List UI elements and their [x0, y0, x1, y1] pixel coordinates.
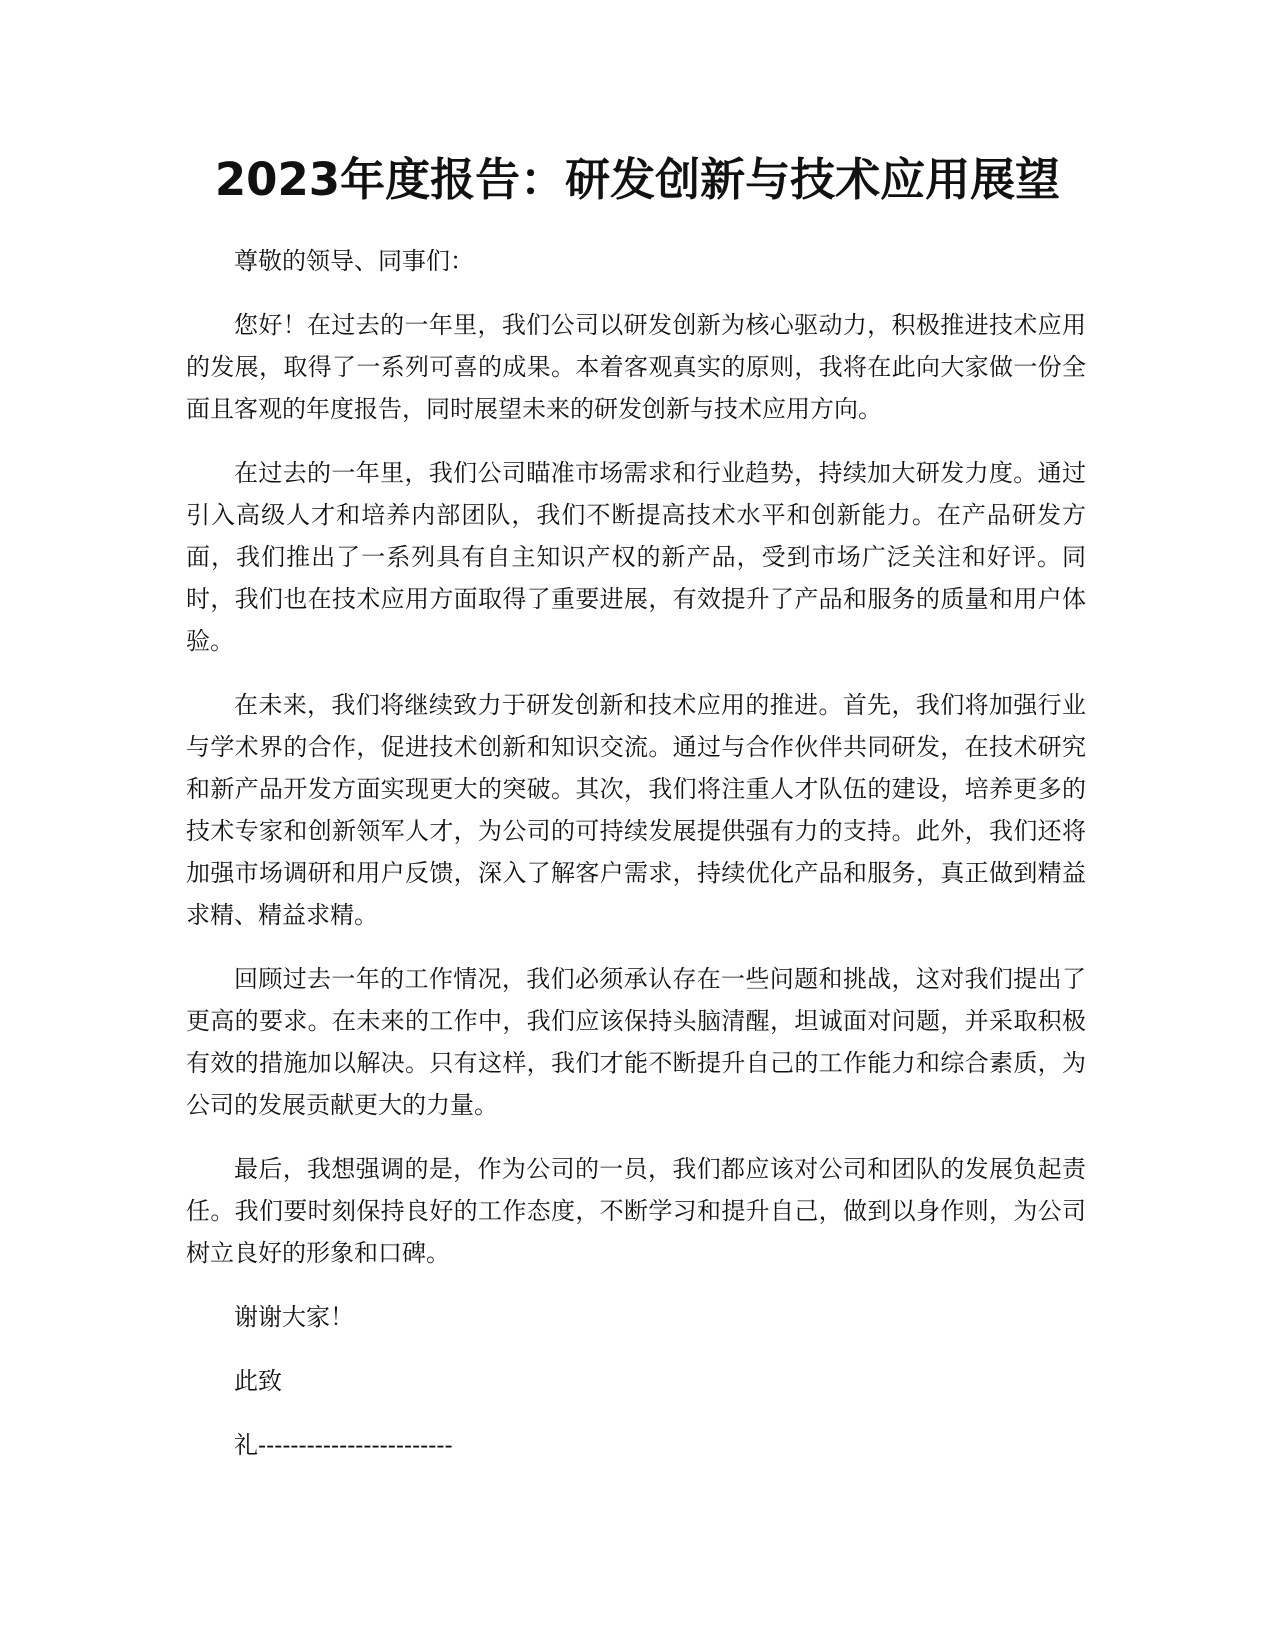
document-title: 2023年度报告：研发创新与技术应用展望: [214, 153, 1061, 206]
paragraph-future: 在未来，我们将继续致力于研发创新和技术应用的推进。首先，我们将加强行业与学术界的合作，促进技术创新和知识交流。通过与合作伙伴共同研发，在技术研究和新产品开发方面实现更大的突破。其次，我们将注重人才队伍的建设，培养更多的技术专家和创新领军人才，为公司的可持续发展提供强有力的支持。此外，我们还将加强市场调研和用户反馈，深入了解客户需求，持续优化产品和服务，真正做到精益求精、精益求精。: [186, 691, 1086, 929]
paragraph-greeting: 您好！在过去的一年里，我们公司以研发创新为核心驱动力，积极推进技术应用的发展，取得了一系列可喜的成果。本着客观真实的原则，我将在此向大家做一份全面且客观的年度报告，同时展望未来的研发创新与技术应用方向。: [186, 311, 1086, 423]
paragraph-review: 回顾过去一年的工作情况，我们必须承认存在一些问题和挑战，这对我们提出了更高的要求。在未来的工作中，我们应该保持头脑清醒，坦诚面对问题，并采取积极有效的措施加以解决。只有这样，我们才能不断提升自己的工作能力和综合素质，为公司的发展贡献更大的力量。: [186, 965, 1086, 1119]
salutation: 尊敬的领导、同事们：: [234, 247, 474, 275]
paragraph-past-year: 在过去的一年里，我们公司瞄准市场需求和行业趋势，持续加大研发力度。通过引入高级人才和培养内部团队，我们不断提高技术水平和创新能力。在产品研发方面，我们推出了一系列具有自主知识产权的新产品，受到市场广泛关注和好评。同时，我们也在技术应用方面取得了重要进展，有效提升了产品和服务的质量和用户体验。: [186, 459, 1086, 655]
regards-line: 礼------------------------: [234, 1431, 453, 1459]
document-body: [186, 240, 1086, 1488]
paragraph-finally: 最后，我想强调的是，作为公司的一员，我们都应该对公司和团队的发展负起责任。我们要时刻保持良好的工作态度，不断学习和提升自己，做到以身作则，为公司树立良好的形象和口碑。: [186, 1155, 1086, 1267]
closing-line: 此致: [234, 1367, 282, 1395]
thanks-line: 谢谢大家！: [234, 1303, 354, 1331]
